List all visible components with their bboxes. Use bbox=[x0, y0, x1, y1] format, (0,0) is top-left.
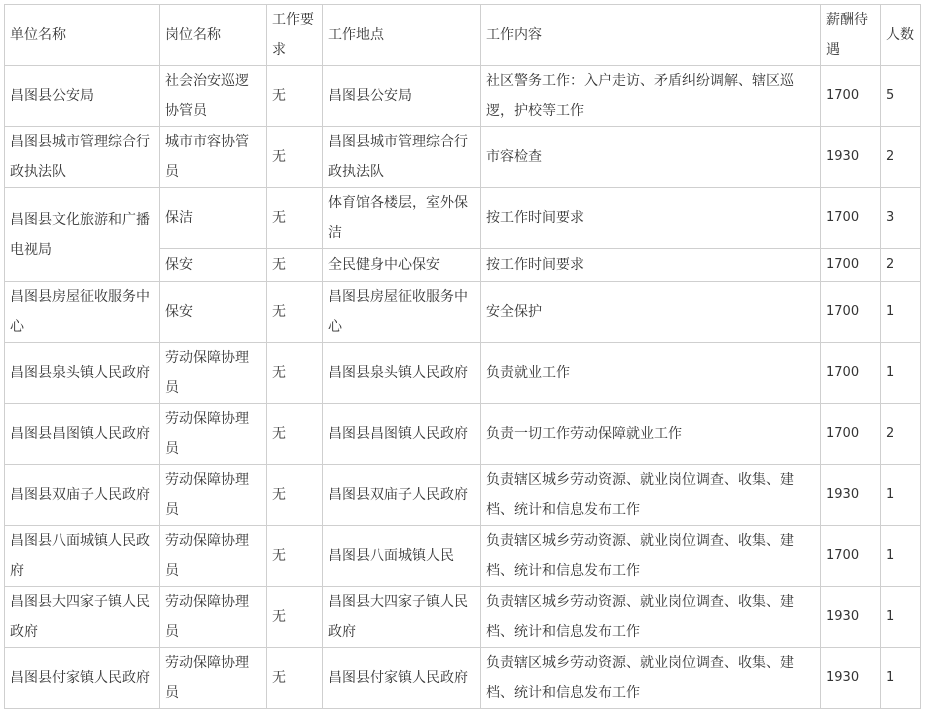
salary-cell: 1700 bbox=[821, 66, 881, 127]
unit-cell: 昌图县泉头镇人民政府 bbox=[5, 343, 160, 404]
count-cell: 1 bbox=[881, 282, 921, 343]
position-cell: 劳动保障协理员 bbox=[160, 465, 267, 526]
requirement-cell: 无 bbox=[267, 66, 323, 127]
position-cell: 劳动保障协理员 bbox=[160, 404, 267, 465]
header-position: 岗位名称 bbox=[160, 5, 267, 66]
unit-cell: 昌图县房屋征收服务中心 bbox=[5, 282, 160, 343]
location-cell: 昌图县付家镇人民政府 bbox=[323, 648, 481, 709]
location-cell: 体育馆各楼层，室外保洁 bbox=[323, 188, 481, 249]
requirement-cell: 无 bbox=[267, 343, 323, 404]
requirement-cell: 无 bbox=[267, 404, 323, 465]
unit-cell: 昌图县八面城镇人民政府 bbox=[5, 526, 160, 587]
content-cell: 负责辖区城乡劳动资源、就业岗位调查、收集、建档、统计和信息发布工作 bbox=[481, 526, 821, 587]
salary-cell: 1700 bbox=[821, 343, 881, 404]
count-cell: 5 bbox=[881, 66, 921, 127]
count-cell: 1 bbox=[881, 526, 921, 587]
count-cell: 1 bbox=[881, 587, 921, 648]
table-row bbox=[5, 404, 921, 465]
header-content: 工作内容 bbox=[481, 5, 821, 66]
count-cell: 2 bbox=[881, 404, 921, 465]
table-row bbox=[5, 465, 921, 526]
unit-cell: 昌图县公安局 bbox=[5, 66, 160, 127]
table-row bbox=[5, 648, 921, 709]
salary-cell: 1700 bbox=[821, 249, 881, 282]
header-row bbox=[5, 5, 921, 66]
content-cell: 安全保护 bbox=[481, 282, 821, 343]
requirement-cell: 无 bbox=[267, 587, 323, 648]
location-cell: 昌图县大四家子镇人民政府 bbox=[323, 587, 481, 648]
content-cell: 负责辖区城乡劳动资源、就业岗位调查、收集、建档、统计和信息发布工作 bbox=[481, 648, 821, 709]
salary-cell: 1930 bbox=[821, 648, 881, 709]
location-cell: 昌图县昌图镇人民政府 bbox=[323, 404, 481, 465]
content-cell: 按工作时间要求 bbox=[481, 249, 821, 282]
count-cell: 1 bbox=[881, 465, 921, 526]
unit-cell: 昌图县文化旅游和广播电视局 bbox=[5, 188, 160, 282]
requirement-cell: 无 bbox=[267, 282, 323, 343]
position-cell: 劳动保障协理员 bbox=[160, 343, 267, 404]
unit-cell: 昌图县昌图镇人民政府 bbox=[5, 404, 160, 465]
content-cell: 社区警务工作：入户走访、矛盾纠纷调解、辖区巡逻，护校等工作 bbox=[481, 66, 821, 127]
unit-cell: 昌图县大四家子镇人民政府 bbox=[5, 587, 160, 648]
location-cell: 昌图县公安局 bbox=[323, 66, 481, 127]
position-cell: 城市市容协管员 bbox=[160, 127, 267, 188]
table-row bbox=[5, 343, 921, 404]
salary-cell: 1930 bbox=[821, 127, 881, 188]
location-cell: 全民健身中心保安 bbox=[323, 249, 481, 282]
location-cell: 昌图县城市管理综合行政执法队 bbox=[323, 127, 481, 188]
header-salary: 薪酬待遇 bbox=[821, 5, 881, 66]
content-cell: 负责辖区城乡劳动资源、就业岗位调查、收集、建档、统计和信息发布工作 bbox=[481, 587, 821, 648]
salary-cell: 1930 bbox=[821, 465, 881, 526]
count-cell: 1 bbox=[881, 648, 921, 709]
table-row bbox=[5, 526, 921, 587]
salary-cell: 1700 bbox=[821, 188, 881, 249]
content-cell: 负责辖区城乡劳动资源、就业岗位调查、收集、建档、统计和信息发布工作 bbox=[481, 465, 821, 526]
header-unit: 单位名称 bbox=[5, 5, 160, 66]
unit-cell: 昌图县付家镇人民政府 bbox=[5, 648, 160, 709]
location-cell: 昌图县八面城镇人民 bbox=[323, 526, 481, 587]
requirement-cell: 无 bbox=[267, 648, 323, 709]
count-cell: 1 bbox=[881, 343, 921, 404]
content-cell: 按工作时间要求 bbox=[481, 188, 821, 249]
table-row bbox=[5, 188, 921, 249]
unit-cell: 昌图县双庙子人民政府 bbox=[5, 465, 160, 526]
count-cell: 2 bbox=[881, 127, 921, 188]
requirement-cell: 无 bbox=[267, 249, 323, 282]
salary-cell: 1700 bbox=[821, 282, 881, 343]
salary-cell: 1700 bbox=[821, 404, 881, 465]
position-cell: 保洁 bbox=[160, 188, 267, 249]
location-cell: 昌图县双庙子人民政府 bbox=[323, 465, 481, 526]
content-cell: 负责一切工作劳动保障就业工作 bbox=[481, 404, 821, 465]
header-requirement: 工作要求 bbox=[267, 5, 323, 66]
location-cell: 昌图县房屋征收服务中心 bbox=[323, 282, 481, 343]
table-row bbox=[5, 127, 921, 188]
position-cell: 劳动保障协理员 bbox=[160, 648, 267, 709]
position-cell: 劳动保障协理员 bbox=[160, 587, 267, 648]
salary-cell: 1930 bbox=[821, 587, 881, 648]
requirement-cell: 无 bbox=[267, 127, 323, 188]
table-row bbox=[5, 66, 921, 127]
position-cell: 保安 bbox=[160, 282, 267, 343]
requirement-cell: 无 bbox=[267, 188, 323, 249]
salary-cell: 1700 bbox=[821, 526, 881, 587]
recruitment-table bbox=[4, 4, 921, 709]
unit-cell: 昌图县城市管理综合行政执法队 bbox=[5, 127, 160, 188]
header-location: 工作地点 bbox=[323, 5, 481, 66]
position-cell: 社会治安巡逻协管员 bbox=[160, 66, 267, 127]
table-row bbox=[5, 282, 921, 343]
content-cell: 负责就业工作 bbox=[481, 343, 821, 404]
position-cell: 劳动保障协理员 bbox=[160, 526, 267, 587]
requirement-cell: 无 bbox=[267, 465, 323, 526]
content-cell: 市容检查 bbox=[481, 127, 821, 188]
count-cell: 3 bbox=[881, 188, 921, 249]
location-cell: 昌图县泉头镇人民政府 bbox=[323, 343, 481, 404]
requirement-cell: 无 bbox=[267, 526, 323, 587]
position-cell: 保安 bbox=[160, 249, 267, 282]
header-count: 人数 bbox=[881, 5, 921, 66]
table-row bbox=[5, 587, 921, 648]
count-cell: 2 bbox=[881, 249, 921, 282]
